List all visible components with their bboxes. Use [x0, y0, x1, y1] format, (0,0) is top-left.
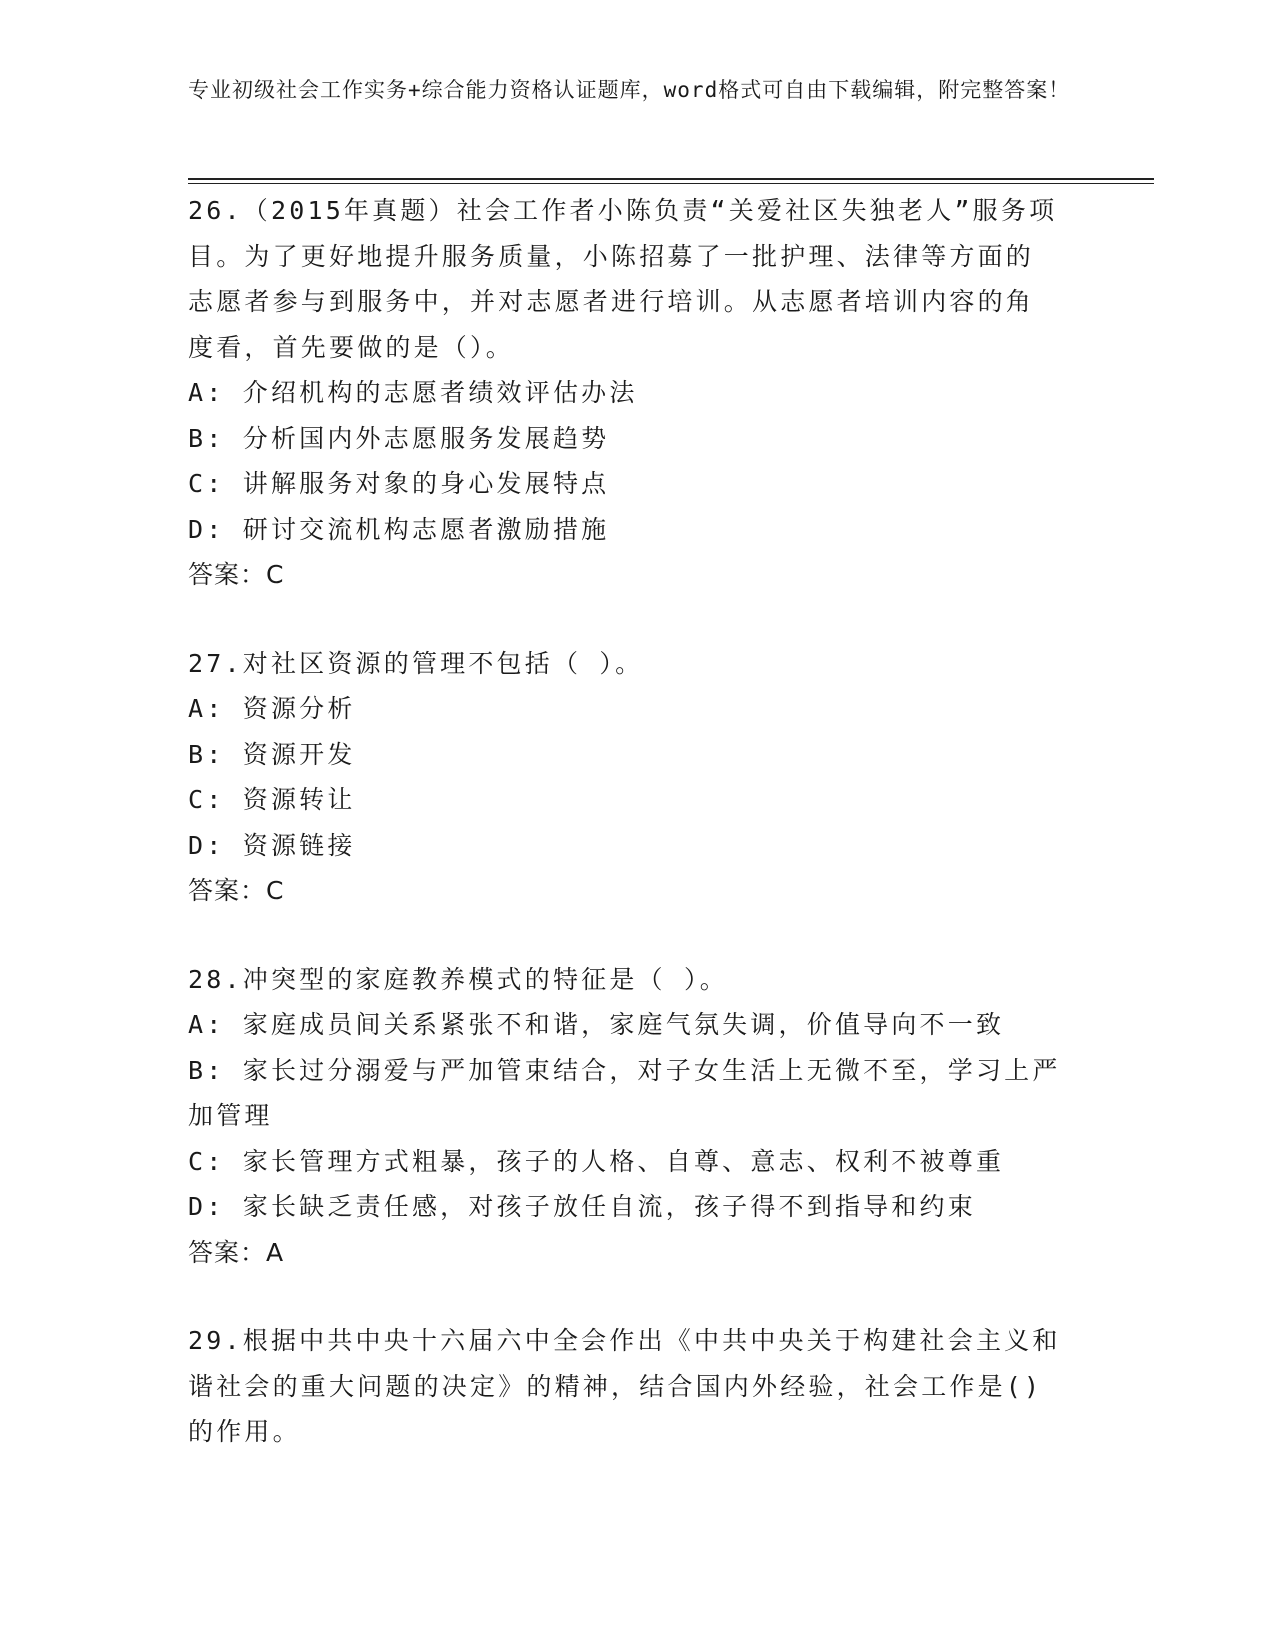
- question-28: [188, 957, 1088, 1276]
- question-stem-line: 28.冲突型的家庭教养模式的特征是（ ）。: [188, 964, 728, 994]
- option-b: B: 家长过分溺爱与严加管束结合，对子女生活上无微不至，学习上严: [188, 1055, 1061, 1085]
- question-stem-line: 27.对社区资源的管理不包括（ ）。: [188, 648, 644, 678]
- option-b-continued: 加管理: [188, 1101, 273, 1130]
- option-b: B: 分析国内外志愿服务发展趋势: [188, 423, 610, 453]
- question-stem-line: 谐社会的重大问题的决定》的精神，结合国内外经验，社会工作是(): [188, 1371, 1043, 1401]
- header-divider-thin: [188, 183, 1154, 184]
- question-stem-line: 的作用。: [188, 1417, 301, 1446]
- question-stem-line: 26.（2015年真题）社会工作者小陈负责“关爱社区失独老人”服务项: [188, 196, 1058, 225]
- option-b: B: 资源开发: [188, 739, 356, 769]
- answer-key: 答案：C: [188, 560, 285, 589]
- question-stem-line: 目。为了更好地提升服务质量，小陈招募了一批护理、法律等方面的: [188, 241, 1035, 271]
- option-c: C: 讲解服务对象的身心发展特点: [188, 469, 610, 498]
- question-stem-line: 度看，首先要做的是（）。: [188, 332, 514, 362]
- answer-key: 答案：A: [188, 1237, 285, 1267]
- option-d: D: 资源链接: [188, 830, 356, 860]
- question-stem-line: 志愿者参与到服务中，并对志愿者进行培训。从志愿者培训内容的角: [188, 287, 1035, 316]
- option-a: A: 资源分析: [188, 694, 356, 723]
- question-stem-line: 29.根据中共中央十六届六中全会作出《中共中央关于构建社会主义和: [188, 1326, 1061, 1355]
- option-c: C: 家长管理方式粗暴，孩子的人格、自尊、意志、权利不被尊重: [188, 1146, 1005, 1176]
- question-26: [188, 188, 1088, 598]
- document-header: 专业初级社会工作实务+综合能力资格认证题库，word格式可自由下载编辑，附完整答案！: [188, 78, 1071, 102]
- answer-key: 答案：C: [188, 876, 285, 905]
- option-c: C: 资源转让: [188, 785, 356, 814]
- option-d: D: 研讨交流机构志愿者激励措施: [188, 514, 610, 544]
- question-list: [188, 188, 1088, 1498]
- header-divider-thick: [188, 178, 1154, 180]
- option-a: A: 介绍机构的志愿者绩效评估办法: [188, 378, 638, 407]
- question-29: [188, 1318, 1088, 1455]
- option-a: A: 家庭成员间关系紧张不和谐，家庭气氛失调，价值导向不一致: [188, 1010, 1005, 1039]
- question-27: [188, 641, 1088, 914]
- option-d: D: 家长缺乏责任感，对孩子放任自流，孩子得不到指导和约束: [188, 1192, 976, 1221]
